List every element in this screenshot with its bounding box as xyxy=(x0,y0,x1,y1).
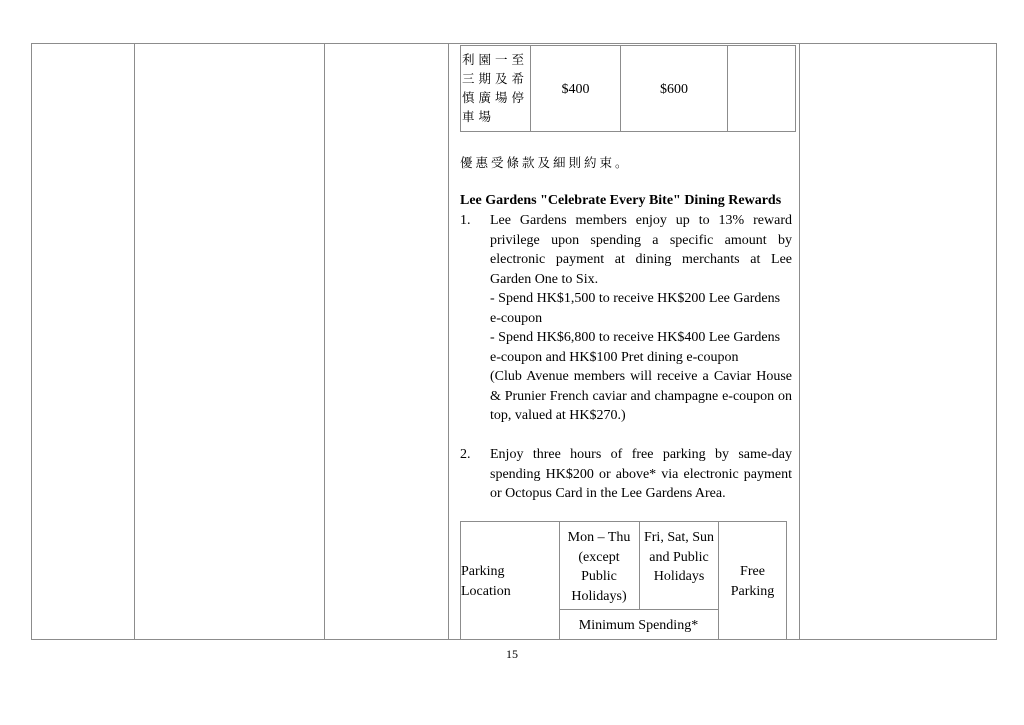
list-item-sub: - Spend HK$6,800 to receive HK$400 Lee Gardens e-coupon and HK$100 Pret dining e-coupon xyxy=(490,330,781,365)
list-item-text: Enjoy three hours of free parking by same-day spending HK$200 or above* via electronic payment or Octopus Card in the Lee Gardens Area. xyxy=(490,447,792,501)
parking-location-chinese: 利園一至三期及希慎廣場停車場 xyxy=(462,52,529,124)
parking-fee-table-border xyxy=(460,131,796,132)
outer-table-bottom-border xyxy=(31,639,997,640)
parking-fee-table-border xyxy=(795,45,796,132)
parking-location-header: Parking Location xyxy=(461,564,511,599)
outer-table-col-border xyxy=(799,43,800,640)
parking-fee-table-border xyxy=(460,45,796,46)
outer-table-top-border xyxy=(31,43,997,44)
outer-table-col-border xyxy=(31,43,32,640)
minimum-spending-header: Minimum Spending* xyxy=(578,618,699,633)
outer-table-col-border xyxy=(448,43,449,640)
fee-amount-1: $400 xyxy=(561,82,590,97)
list-item-number: 2. xyxy=(460,447,471,462)
outer-table-col-border xyxy=(134,43,135,640)
list-item-sub: (Club Avenue members will receive a Caviar House & Prunier French caviar and champagne e-coupon on top, valued at HK$270.) xyxy=(490,369,792,423)
free-parking-header: Free Parking xyxy=(730,564,775,599)
free-parking-table-border xyxy=(639,521,640,610)
parking-fee-table-border xyxy=(460,45,461,132)
page-number: 15 xyxy=(506,647,518,661)
terms-note: 優惠受條款及細則約束。 xyxy=(460,155,631,170)
parking-fee-table-border xyxy=(727,45,728,132)
list-item-text: Lee Gardens members enjoy up to 13% reward privilege upon spending a specific amount by electronic payment at dining merchants at Lee Garden One to Six. xyxy=(490,213,792,287)
dining-rewards-heading: Lee Gardens "Celebrate Every Bite" Dining Rewards xyxy=(460,193,782,208)
free-parking-table-border xyxy=(786,521,787,639)
outer-table-col-border xyxy=(996,43,997,640)
weekday-header: Mon – Thu (except Public Holidays) xyxy=(567,530,631,604)
free-parking-table-border xyxy=(460,521,787,522)
weekend-header: Fri, Sat, Sun and Public Holidays xyxy=(643,530,714,584)
list-item-sub: - Spend HK$1,500 to receive HK$200 Lee Gardens e-coupon xyxy=(490,291,781,326)
outer-table-col-border xyxy=(324,43,325,640)
fee-amount-2: $600 xyxy=(660,82,688,97)
list-item-number: 1. xyxy=(460,213,471,228)
